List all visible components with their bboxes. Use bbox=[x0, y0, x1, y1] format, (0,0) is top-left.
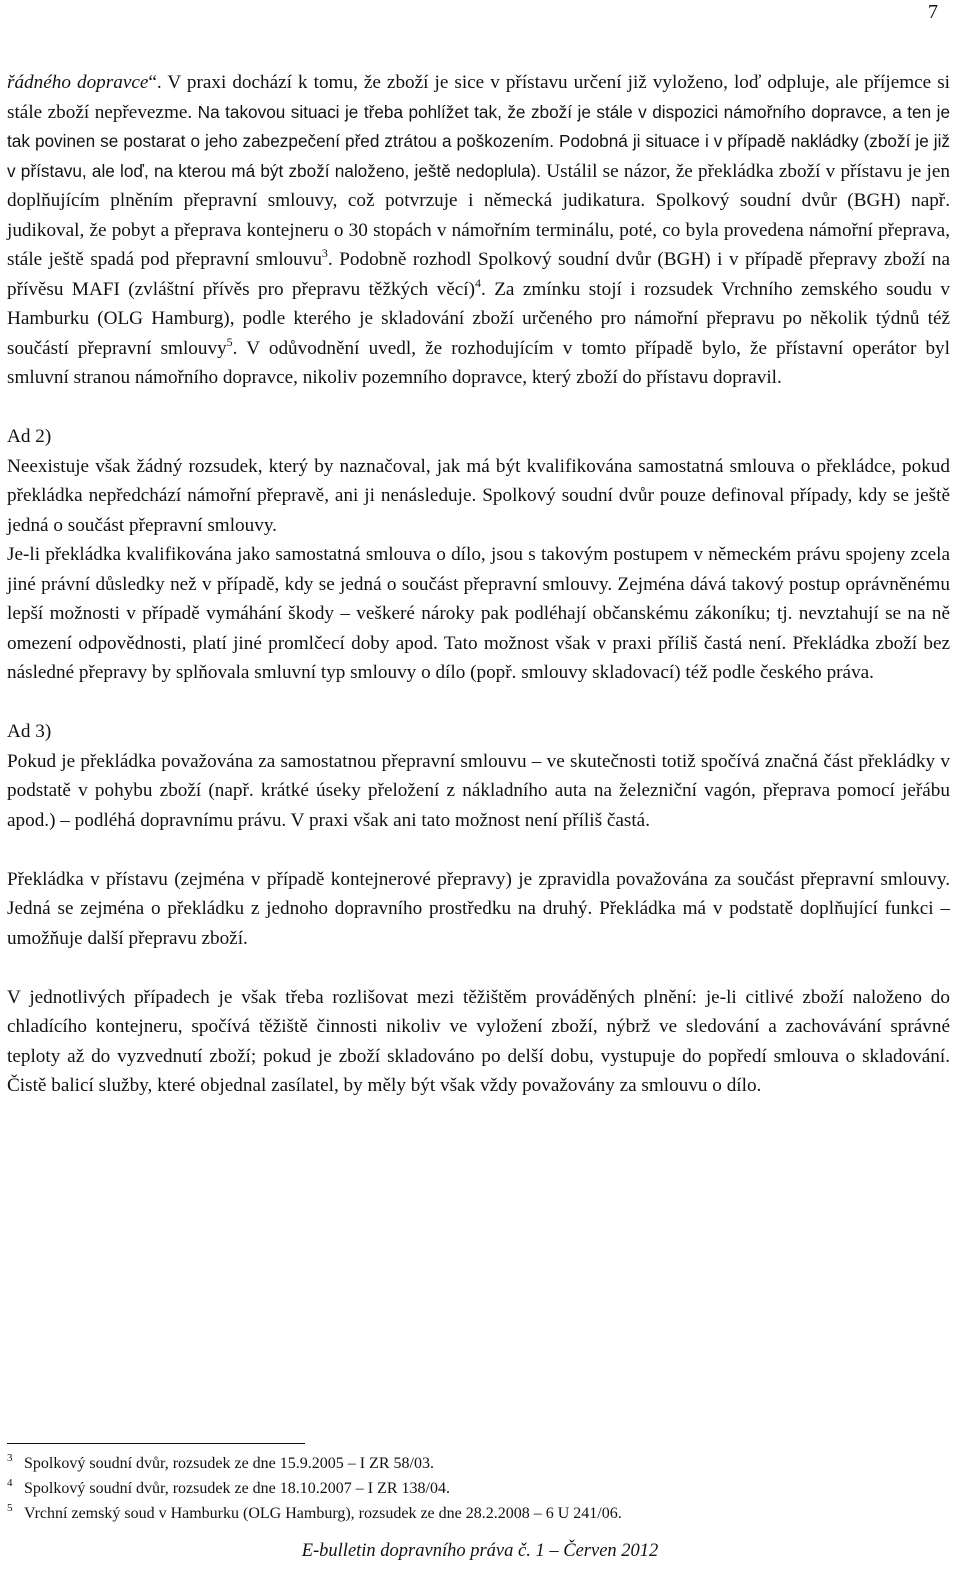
paragraph-ad3-port-transshipment: Překládka v přístavu (zejména v případě kontejnerové přepravy) je zpravidla považována za součást přepravní smlouvy. Jedná se zejména o překládku z jednoho dopravního prostředku na druhý. Překládka má v podstatě doplňující funkci – umožňuje další přepravu zboží. bbox=[7, 868, 950, 949]
text-run: “. V praxi dochází k tomu, že zboží je sice v přístavu určení již vyloženo, loď odpluje, ale příjemce si stále zboží nepřevezme. bbox=[7, 72, 951, 123]
footnote-ref-4[interactable]: 4 bbox=[475, 275, 482, 290]
paragraph-gap bbox=[7, 835, 950, 865]
footnote-number: 4 bbox=[7, 1477, 13, 1489]
section-heading-ad3: Ad 3) bbox=[7, 721, 52, 742]
paragraph-ad2-work-contract: Je-li překládka kvalifikována jako samostatná smlouva o dílo, jsou s takovým postupem v německém právu spojeny zcela jiné právní důsledky než v případě, kdy se jedná o součást přepravní smlouvy. Zejména dává takový postup oprávněnému lepší možnosti v případě vymáhání škody – veškeré nároky pak podléhají občanskému zákoníku; tj. nevztahují se na ně omezení odpovědnosti, platí jiné promlčecí doby apod. Tato možnost však v praxi příliš častá není. Překládka zboží bez následné přepravy by splňovala smluvní typ smlouvy o dílo (popř. smlouvy skladovací) též podle českého práva. bbox=[7, 544, 950, 683]
footnote-ref-5[interactable]: 5 bbox=[226, 334, 233, 349]
footnote-text: Spolkový soudní dvůr, rozsudek ze dne 18.10.2007 – I ZR 138/04. bbox=[24, 1480, 450, 1497]
text-run-sans: Na takovou situaci je třeba pohlížet tak, že zboží je stále v dispozici námořního dopravce, a ten je tak povinen se postarat o jeho zabezpečení před ztrátou a poškozením. Podobná ji situace i v případě nakládky (zboží je již v přístavu, ale loď, na kterou má být zboží naloženo, ještě nedoplula). bbox=[7, 101, 950, 181]
footnote-4 bbox=[7, 1477, 950, 1502]
footnote-5 bbox=[7, 1502, 950, 1527]
footnote-number: 3 bbox=[7, 1452, 13, 1464]
page-number: 7 bbox=[928, 1, 938, 23]
footnote-text: Vrchní zemský soud v Hamburku (OLG Hamburg), rozsudek ze dne 28.2.2008 – 6 U 241/06. bbox=[24, 1505, 622, 1522]
text-run: . Za zmínku stojí i rozsudek Vrchního zemského soudu v Hamburku (OLG Hamburg), podle kterého je skladování zboží určeného pro námořní přepravu po několik týdnů též součástí přepravní smlouvy bbox=[7, 278, 950, 359]
paragraph-maritime-carrier bbox=[7, 68, 950, 393]
text-run: Ustálil se názor, že překládka zboží v přístavu je jen doplňujícím plněním přepravní smlouvy, což potvrzuje i německá judikatura. Spolkový soudní dvůr (BGH) např. judikoval, že pobyt a přeprava kontejneru o 30 stopách v námořním terminálu, poté, co byla provedena námořní přeprava, stále ještě spadá pod přepravní smlouvu bbox=[7, 160, 950, 270]
text-run: . V odůvodnění uvedl, že rozhodujícím v tomto případě bylo, že přístavní operátor byl smluvní stranou námořního dopravce, nikoliv pozemního dopravce, který zboží do přístavu dopravil. bbox=[7, 337, 950, 388]
section-heading-ad2: Ad 2) bbox=[7, 426, 52, 447]
paragraph-gap bbox=[7, 393, 950, 423]
footnote-number: 5 bbox=[7, 1502, 13, 1514]
paragraph-ad3-individual-cases: V jednotlivých případech je však třeba rozlišovat mezi těžištěm prováděných plnění: je-li citlivé zboží naloženo do chladícího kontejneru, spočívá těžiště činnosti nikoliv ve vyložení zboží, nýbrž ve sledování a zachovávání správné teploty až do vyzvednutí zboží; pokud je zboží skladováno po delší dobu, vystupuje do popředí smlouva o skladování. Čistě balicí služby, které objednal zasílatel, by měly být však vždy považovány za smlouvu o dílo. bbox=[7, 986, 950, 1096]
text-run: . Podobně rozhodl Spolkový soudní dvůr (BGH) i v případě přepravy zboží na přívěsu MAFI (zvláštní přívěs pro přepravu těžkých věcí) bbox=[7, 249, 950, 300]
paragraph-ad3-transport-contract: Pokud je překládka považována za samostatnou přepravní smlouvu – ve skutečnosti totiž spočívá značná část překládky v podstatě v pohybu zboží (např. krátké úseky přeložení z nákladního auta na železniční vagón, přeprava pomocí jeřábu apod.) – podléhá dopravnímu právu. V praxi však ani tato možnost není příliš častá. bbox=[7, 750, 950, 831]
footnotes bbox=[7, 1452, 950, 1527]
page-footer: E-bulletin dopravního práva č. 1 – Červen 2012 bbox=[301, 1541, 659, 1561]
paragraph-gap bbox=[7, 688, 950, 718]
footnote-ref-3[interactable]: 3 bbox=[321, 246, 328, 260]
paragraph-gap bbox=[7, 953, 950, 983]
footnote-separator bbox=[7, 1443, 305, 1444]
paragraph-ad2-intro: Neexistuje však žádný rozsudek, který by naznačoval, jak má být kvalifikována samostatná smlouva o překládce, pokud překládka nepředchází námořní přepravě, ani ji nenásleduje. Spolkový soudní dvůr pouze definoval případy, kdy se ještě jedná o součást přepravní smlouvy. bbox=[7, 455, 950, 536]
footnote-3 bbox=[7, 1452, 950, 1477]
quoted-term: řádného dopravce bbox=[7, 72, 149, 93]
document-body bbox=[7, 68, 950, 1101]
footnote-text: Spolkový soudní dvůr, rozsudek ze dne 15.9.2005 – I ZR 58/03. bbox=[24, 1455, 434, 1472]
